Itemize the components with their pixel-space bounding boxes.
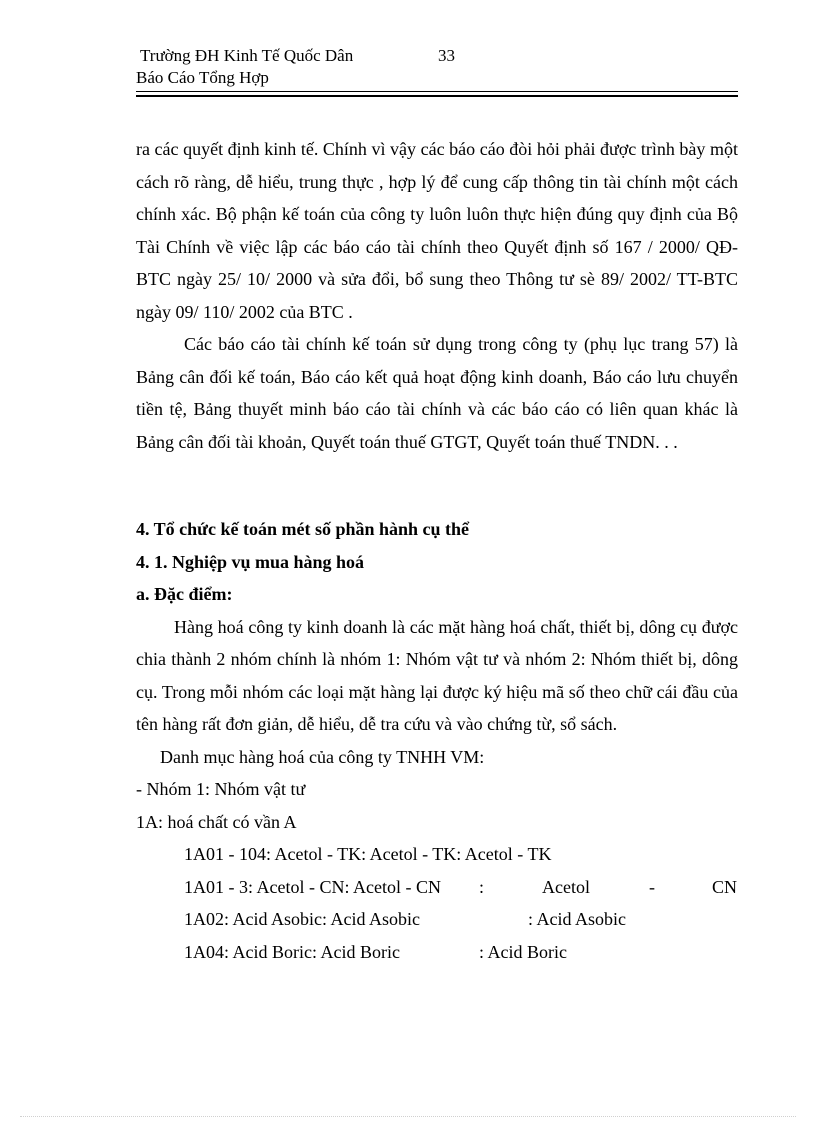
- section-heading: 4. Tổ chức kế toán mét số phần hành cụ thể: [136, 519, 470, 539]
- item-alias: : Acid Boric: [479, 941, 567, 962]
- item-name: Acetol: [542, 876, 590, 897]
- subgroup-label: 1A: hoá chất có vần A: [136, 811, 297, 832]
- catalog-intro: Danh mục hàng hoá của công ty TNHH VM:: [160, 746, 485, 767]
- item-code-text: 1A04: Acid Boric: Acid Boric: [184, 941, 400, 962]
- item-code-text: 1A01 - 3: Acetol - CN: Acetol - CN: [184, 876, 441, 897]
- document-body: [136, 133, 738, 458]
- header-subtitle: Báo Cáo Tổng Hợp: [136, 68, 269, 87]
- header-page-number: 33: [438, 46, 455, 65]
- header-school-name: Trường ĐH Kinh Tế Quốc Dân: [140, 46, 354, 65]
- item-dash: -: [649, 876, 655, 897]
- page-header: [136, 46, 738, 94]
- subsection-heading: 4. 1. Nghiệp vụ mua hàng hoá: [136, 551, 365, 572]
- paragraph-goods-description: Hàng hoá công ty kinh doanh là các mặt hàng hoá chất, thiết bị, dông cụ được chia thành 2 nhóm chính là nhóm 1: Nhóm vật tư và nhóm 2: Nhóm thiết bị, dông cụ. Trong mỗi nhóm các loại mặt hàng lại được ký hiệu mã số theo chữ cái đầu của tên hàng rất đơn giản, dễ hiểu, dễ tra cứu và vào chứng từ, sổ sách.: [136, 616, 738, 734]
- paragraph-financial-reports-intro: ra các quyết định kinh tế. Chính vì vậy các báo cáo đòi hỏi phải được trình bày một cách rõ ràng, dễ hiểu, trung thực , hợp lý để cung cấp thông tin tài chính một cách chính xác. Bộ phận kế toán của công ty luôn luôn thực hiện đúng quy định của Bộ Tài Chính về việc lập các báo cáo tài chính theo Quyết định số 167 / 2000/ QĐ-BTC ngày 25/ 10/ 2000 và sửa đổi, bổ sung theo Thông tư sè 89/ 2002/ TT-BTC ngày 09/ 110/ 2002 của BTC .: [136, 139, 738, 322]
- characteristics-heading: a. Đặc điểm:: [136, 584, 233, 604]
- item-separator: :: [479, 876, 485, 897]
- item-code-text: 1A01 - 104: Acetol - TK: Acetol - TK: Acetol - TK: [184, 844, 552, 864]
- catalog-item: [136, 903, 738, 936]
- catalog-item: [136, 871, 738, 904]
- footer-dotted-line: [20, 1116, 796, 1117]
- paragraph-report-list: Các báo cáo tài chính kế toán sử dụng trong công ty (phụ lục trang 57) là Bảng cân đối kế toán, Báo cáo kết quả hoạt động kinh doanh, Báo cáo lưu chuyển tiền tệ, Bảng thuyết minh báo cáo tài chính và các báo cáo có liên quan khác là Bảng cân đối tài khoản, Quyết toán thuế GTGT, Quyết toán thuế TNDN. . .: [136, 334, 738, 452]
- header-divider: [136, 91, 738, 97]
- item-alias: : Acid Asobic: [528, 909, 626, 929]
- item-code-text: 1A02: Acid Asobic: Acid Asobic: [184, 909, 420, 929]
- catalog-item: [136, 936, 738, 969]
- group-label: - Nhóm 1: Nhóm vật tư: [136, 779, 306, 799]
- catalog-item: [136, 838, 738, 871]
- section-purchasing: [136, 513, 738, 968]
- item-suffix: CN: [712, 876, 738, 897]
